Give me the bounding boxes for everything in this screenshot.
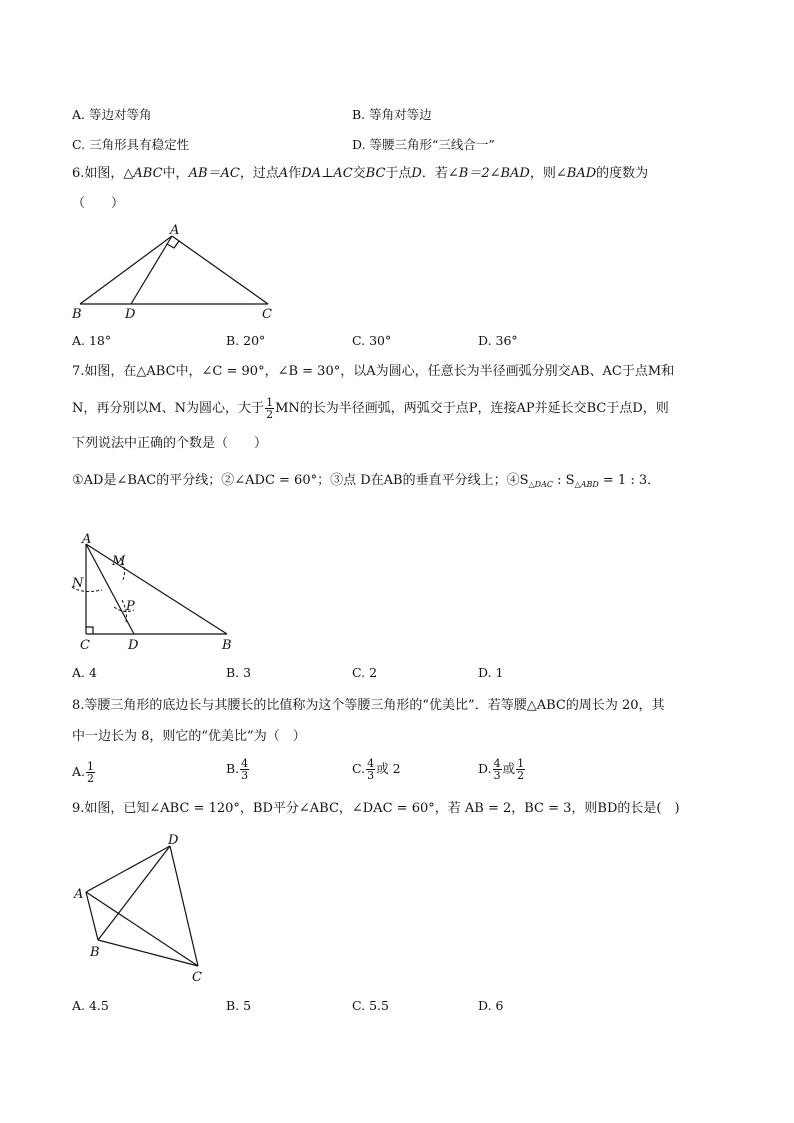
q9-option-a: A. 4.5 — [72, 998, 109, 1013]
q9-label-d: D — [168, 833, 179, 848]
q7-option-c: C. 2 — [352, 665, 378, 680]
q7-option-d: D. 1 — [478, 665, 504, 680]
q6-option-b: B. 20° — [226, 333, 266, 348]
q6-label-b: B — [72, 307, 82, 322]
q6-label-c: C — [262, 307, 272, 322]
q7-option-b: B. 3 — [226, 665, 252, 680]
q8-option-b: B. $\frac{4}{3}$ — [226, 757, 249, 782]
q6-option-c: C. 30° — [352, 333, 392, 348]
q8-option-c: C. $\frac{4}{3}$ 或 2 — [352, 757, 401, 782]
q9-option-d: D. 6 — [478, 998, 504, 1013]
q6-answer-paren: （ ） — [72, 196, 125, 211]
q6-figure — [70, 222, 290, 322]
q7-line2: N，再分别以M、N为圆心，大于 $\frac{1}{2}$ MN的长为半径画弧，两弧交于点P，连接AP并延长交BC于点D，则 — [72, 396, 669, 421]
q6-option-d: D. 36° — [478, 333, 518, 348]
q7-label-n: N — [72, 576, 84, 591]
q9-figure — [66, 828, 216, 988]
q9-option-b: B. 5 — [226, 998, 252, 1013]
q8-line2: 中一边长为 8，则它的“优美比”为（ ） — [72, 729, 306, 744]
q7-fraction: $\frac{1}{2}$ — [266, 396, 274, 421]
q7-line4: ①AD是∠BAC的平分线；②∠ADC = 60°；③点 D在AB的垂直平分线上；$④S_{\triangle DAC}$ : $S_{\triangle ABD} = 1$ : 3． — [72, 473, 661, 489]
q7-option-a: A. 4 — [72, 665, 97, 680]
q6-stem: 6.如图，△ABC中，AB＝AC，过点A作DA⊥AC交BC于点D．若∠B＝2∠BAD，则∠BAD的度数为 — [72, 166, 649, 181]
q7-label-m: M — [112, 554, 126, 569]
q9-label-c: C — [192, 970, 202, 985]
q7-label-b: B — [222, 638, 232, 653]
q7-line1: 7.如图，在△ABC中，∠C = 90°，∠B = 30°，以A为圆心，任意长为半径画弧分别交AB、AC于点M和 — [72, 364, 675, 379]
q7-label-a: A — [82, 532, 92, 547]
q6-option-a: A. 18° — [72, 333, 112, 348]
q9-label-b: B — [90, 945, 100, 960]
q9-option-c: C. 5.5 — [352, 998, 389, 1013]
q9-line1: 9.如图，已知∠ABC = 120°，BD平分∠ABC，∠DAC = 60°，若 AB = 2，BC = 3，则BD的长是( ) — [72, 801, 680, 816]
q8-option-a: A. $\frac{1}{2}$ — [72, 760, 95, 785]
q7-label-d: D — [128, 638, 139, 653]
q5-option-b: B. 等角对等边 — [352, 107, 432, 122]
q8-line1: 8.等腰三角形的底边长与其腰长的比值称为这个等腰三角形的“优美比”．若等腰△ABC的周长为 20，其 — [72, 698, 665, 713]
q6-label-d: D — [125, 307, 136, 322]
q7-label-c: C — [80, 638, 90, 653]
q7-figure — [62, 532, 242, 657]
q5-option-d: D. 等腰三角形“三线合一” — [352, 137, 495, 152]
q7-line3: 下列说法中正确的个数是（ ） — [72, 436, 268, 451]
q5-option-a: A. 等边对等角 — [72, 107, 152, 122]
q6-label-a: A — [170, 223, 180, 238]
q7-label-p: P — [126, 599, 135, 614]
q8-option-d: D. $\frac{4}{3}$ 或 $\frac{1}{2}$ — [478, 757, 525, 782]
q9-label-a: A — [74, 887, 84, 902]
q5-option-c: C. 三角形具有稳定性 — [72, 137, 190, 152]
